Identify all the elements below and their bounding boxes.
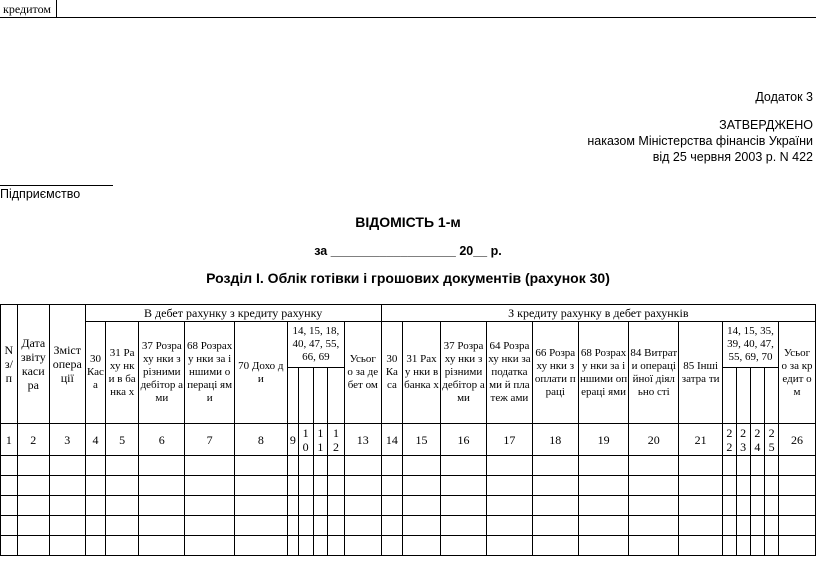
- table-cell[interactable]: [487, 496, 532, 516]
- table-cell[interactable]: [298, 496, 313, 516]
- table-cell[interactable]: [139, 496, 185, 516]
- table-cell[interactable]: [532, 476, 578, 496]
- header-debit-sub-11: [313, 368, 328, 424]
- table-cell[interactable]: [779, 456, 816, 476]
- table-cell[interactable]: [679, 456, 723, 476]
- table-cell[interactable]: [287, 496, 298, 516]
- table-cell[interactable]: [106, 456, 139, 476]
- header-debit-sub-10: [298, 368, 313, 424]
- header-credit-group: З кредиту рахунку в дебет рахунків: [381, 305, 815, 322]
- table-cell[interactable]: [287, 476, 298, 496]
- table-cell[interactable]: [139, 456, 185, 476]
- table-cell[interactable]: [629, 536, 679, 556]
- table-cell[interactable]: [287, 516, 298, 536]
- table-cell[interactable]: [287, 456, 298, 476]
- column-number-cell: 4: [85, 424, 106, 456]
- table-cell[interactable]: [440, 516, 486, 536]
- header-credit-sub-23: [736, 368, 750, 424]
- table-cell[interactable]: [17, 496, 49, 516]
- table-cell[interactable]: [49, 476, 85, 496]
- table-cell[interactable]: [328, 516, 345, 536]
- table-cell[interactable]: [629, 496, 679, 516]
- table-cell[interactable]: [17, 536, 49, 556]
- table-cell[interactable]: [185, 476, 234, 496]
- column-number-cell: 26: [779, 424, 816, 456]
- table-cell[interactable]: [765, 456, 779, 476]
- table-cell[interactable]: [532, 516, 578, 536]
- appendix-label: Додаток 3: [755, 90, 813, 104]
- table-row: [1, 456, 816, 476]
- column-number-row: [1, 424, 816, 456]
- column-number-cell: 16: [440, 424, 486, 456]
- column-number-cell: 8: [234, 424, 287, 456]
- table-cell[interactable]: [49, 456, 85, 476]
- header-date: Дата звіту каси ра: [17, 305, 49, 424]
- header-debit-30: 30 Кас а: [85, 322, 106, 424]
- header-debit-multi: 14, 15, 18, 40, 47, 55, 66, 69: [287, 322, 344, 368]
- header-debit-31: 31 Раху нки в банка х: [106, 322, 139, 424]
- column-number-cell: 7: [185, 424, 234, 456]
- table-cell[interactable]: [85, 496, 106, 516]
- table-cell[interactable]: [287, 536, 298, 556]
- table-cell[interactable]: [679, 536, 723, 556]
- table-cell[interactable]: [344, 496, 381, 516]
- table-cell[interactable]: [679, 516, 723, 536]
- table-cell[interactable]: [298, 536, 313, 556]
- header-no: N з/п: [1, 305, 18, 424]
- table-cell[interactable]: [185, 536, 234, 556]
- table-cell[interactable]: [779, 516, 816, 536]
- column-number-cell: 2 3: [736, 424, 750, 456]
- table-cell[interactable]: [139, 476, 185, 496]
- table-cell[interactable]: [17, 476, 49, 496]
- table-cell[interactable]: [765, 536, 779, 556]
- header-credit-sub-25: [765, 368, 779, 424]
- header-debit-total: Усьог о за дебет ом: [344, 322, 381, 424]
- table-cell[interactable]: [403, 536, 441, 556]
- table-cell[interactable]: [578, 476, 628, 496]
- enterprise-signature-line: [0, 185, 113, 186]
- table-cell[interactable]: [328, 456, 345, 476]
- table-cell[interactable]: [440, 496, 486, 516]
- table-cell[interactable]: [750, 516, 765, 536]
- column-number-cell: 2: [17, 424, 49, 456]
- table-cell[interactable]: [85, 536, 106, 556]
- column-number-cell: 3: [49, 424, 85, 456]
- table-cell[interactable]: [344, 516, 381, 536]
- column-number-cell: 14: [381, 424, 402, 456]
- table-cell[interactable]: [234, 516, 287, 536]
- table-cell[interactable]: [381, 476, 402, 496]
- table-cell[interactable]: [234, 456, 287, 476]
- table-cell[interactable]: [381, 536, 402, 556]
- table-cell[interactable]: [298, 516, 313, 536]
- table-cell[interactable]: [487, 456, 532, 476]
- table-cell[interactable]: [722, 476, 736, 496]
- table-cell[interactable]: [722, 456, 736, 476]
- header-credit-total: Усьог о за кредит ом: [779, 322, 816, 424]
- table-cell[interactable]: [578, 536, 628, 556]
- table-cell[interactable]: [532, 496, 578, 516]
- column-number-cell: 1: [1, 424, 18, 456]
- column-number-cell: 2 4: [750, 424, 765, 456]
- table-cell[interactable]: [779, 496, 816, 516]
- table-cell[interactable]: [298, 456, 313, 476]
- table-cell[interactable]: [1, 456, 18, 476]
- table-cell[interactable]: [298, 476, 313, 496]
- table-cell[interactable]: [185, 456, 234, 476]
- header-credit-30: 30 Ка са: [381, 322, 402, 424]
- column-number-cell: 2 5: [765, 424, 779, 456]
- column-number-cell: 2 2: [722, 424, 736, 456]
- header-debit-68: 68 Розраху нки за іншими операці ями: [185, 322, 234, 424]
- table-cell[interactable]: [722, 516, 736, 536]
- table-cell[interactable]: [381, 456, 402, 476]
- table-cell[interactable]: [679, 476, 723, 496]
- table-cell[interactable]: [49, 536, 85, 556]
- table-cell[interactable]: [344, 456, 381, 476]
- table-cell[interactable]: [313, 496, 328, 516]
- header-credit-84: 84 Витрат и операці йної діяльно сті: [629, 322, 679, 424]
- enterprise-label: Підприємство: [0, 187, 81, 201]
- column-number-cell: 1 2: [328, 424, 345, 456]
- table-cell[interactable]: [106, 496, 139, 516]
- table-cell[interactable]: [750, 496, 765, 516]
- top-strip-label: кредитом: [3, 2, 51, 16]
- header-debit-37: 37 Розраху нки з різними дебітор ами: [139, 322, 185, 424]
- column-number-cell: 1 1: [313, 424, 328, 456]
- column-number-cell: 18: [532, 424, 578, 456]
- column-number-cell: 19: [578, 424, 628, 456]
- table-cell[interactable]: [629, 516, 679, 536]
- table-cell[interactable]: [234, 476, 287, 496]
- table-cell[interactable]: [139, 536, 185, 556]
- table-cell[interactable]: [328, 476, 345, 496]
- column-number-cell: 13: [344, 424, 381, 456]
- table-cell[interactable]: [629, 456, 679, 476]
- table-cell[interactable]: [765, 496, 779, 516]
- table-cell[interactable]: [750, 456, 765, 476]
- table-cell[interactable]: [779, 536, 816, 556]
- table-cell[interactable]: [487, 476, 532, 496]
- table-cell[interactable]: [85, 476, 106, 496]
- column-number-cell: 21: [679, 424, 723, 456]
- table-cell[interactable]: [440, 536, 486, 556]
- table-cell[interactable]: [736, 476, 750, 496]
- table-cell[interactable]: [328, 536, 345, 556]
- table-cell[interactable]: [185, 516, 234, 536]
- table-cell[interactable]: [765, 476, 779, 496]
- table-cell[interactable]: [440, 476, 486, 496]
- table-cell[interactable]: [403, 456, 441, 476]
- column-number-cell: 20: [629, 424, 679, 456]
- table-cell[interactable]: [17, 456, 49, 476]
- table-cell[interactable]: [736, 456, 750, 476]
- table-cell[interactable]: [313, 516, 328, 536]
- table-cell[interactable]: [578, 516, 628, 536]
- table-cell[interactable]: [403, 496, 441, 516]
- table-cell[interactable]: [487, 536, 532, 556]
- table-cell[interactable]: [49, 496, 85, 516]
- table-row: [1, 496, 816, 516]
- header-credit-64: 64 Розраху нки за податка ми й платеж ами: [487, 322, 532, 424]
- table-cell[interactable]: [313, 536, 328, 556]
- table-cell[interactable]: [750, 536, 765, 556]
- table-cell[interactable]: [1, 516, 18, 536]
- top-strip-cell-empty: [56, 0, 816, 18]
- table-cell[interactable]: [381, 496, 402, 516]
- table-cell[interactable]: [344, 536, 381, 556]
- table-cell[interactable]: [736, 496, 750, 516]
- table-cell[interactable]: [403, 516, 441, 536]
- header-credit-sub-22: [722, 368, 736, 424]
- header-credit-31: 31 Раху нки в банка х: [403, 322, 441, 424]
- column-number-cell: 9: [287, 424, 298, 456]
- order-line-1: наказом Міністерства фінансів України: [587, 134, 813, 148]
- table-cell[interactable]: [532, 456, 578, 476]
- header-credit-66: 66 Розраху нки з оплати праці: [532, 322, 578, 424]
- table-cell[interactable]: [49, 516, 85, 536]
- column-number-cell: 1 0: [298, 424, 313, 456]
- top-strip-cell-label: [0, 0, 57, 18]
- table-cell[interactable]: [578, 456, 628, 476]
- section-title: Розділ І. Облік готівки і грошових документів (рахунок 30): [206, 270, 610, 286]
- table-cell[interactable]: [185, 496, 234, 516]
- table-cell[interactable]: [313, 456, 328, 476]
- column-number-cell: 17: [487, 424, 532, 456]
- table-cell[interactable]: [234, 496, 287, 516]
- header-debit-70: 70 Дохо ди: [234, 322, 287, 424]
- top-strip: [0, 0, 816, 19]
- period-line: за __________________ 20__ р.: [314, 244, 502, 258]
- header-credit-37: 37 Розраху нки з різними дебітор ами: [440, 322, 486, 424]
- table-cell[interactable]: [722, 496, 736, 516]
- header-credit-85: 85 Інші затра ти: [679, 322, 723, 424]
- column-number-cell: 15: [403, 424, 441, 456]
- table-cell[interactable]: [313, 476, 328, 496]
- table-cell[interactable]: [344, 476, 381, 496]
- table-cell[interactable]: [736, 536, 750, 556]
- table-cell[interactable]: [106, 516, 139, 536]
- header-credit-multi: 14, 15, 35, 39, 40, 47, 55, 69, 70: [722, 322, 778, 368]
- table-cell[interactable]: [578, 496, 628, 516]
- document-title: ВІДОМІСТЬ 1-м: [355, 214, 461, 230]
- table-cell[interactable]: [85, 456, 106, 476]
- table-cell[interactable]: [85, 516, 106, 536]
- table-cell[interactable]: [381, 516, 402, 536]
- table-cell[interactable]: [17, 516, 49, 536]
- table-cell[interactable]: [328, 496, 345, 516]
- table-cell[interactable]: [440, 456, 486, 476]
- header-credit-sub-24: [750, 368, 765, 424]
- table-cell[interactable]: [765, 516, 779, 536]
- header-credit-68: 68 Розраху нки за іншими операці ями: [578, 322, 628, 424]
- header-debit-group: В дебет рахунку з кредиту рахунку: [85, 305, 381, 322]
- order-line-2: від 25 червня 2003 р. N 422: [652, 150, 813, 164]
- table-cell[interactable]: [234, 536, 287, 556]
- table-cell[interactable]: [736, 516, 750, 536]
- table-cell[interactable]: [629, 476, 679, 496]
- column-number-cell: 6: [139, 424, 185, 456]
- table-cell[interactable]: [487, 516, 532, 536]
- table-cell[interactable]: [1, 496, 18, 516]
- table-cell[interactable]: [722, 536, 736, 556]
- table-cell[interactable]: [1, 476, 18, 496]
- header-debit-sub-9: [287, 368, 298, 424]
- table-cell[interactable]: [106, 476, 139, 496]
- table-row: [1, 536, 816, 556]
- table-cell[interactable]: [106, 536, 139, 556]
- ledger-table: [0, 304, 816, 556]
- table-cell[interactable]: [139, 516, 185, 536]
- column-number-cell: 5: [106, 424, 139, 456]
- table-row: [1, 516, 816, 536]
- table-cell[interactable]: [403, 476, 441, 496]
- approved-label: ЗАТВЕРДЖЕНО: [719, 118, 813, 132]
- table-row: [1, 476, 816, 496]
- table-cell[interactable]: [750, 476, 765, 496]
- table-cell[interactable]: [679, 496, 723, 516]
- table-cell[interactable]: [779, 476, 816, 496]
- table-cell[interactable]: [532, 536, 578, 556]
- header-content: Зміст опера ції: [49, 305, 85, 424]
- table-cell[interactable]: [1, 536, 18, 556]
- header-debit-sub-12: [328, 368, 345, 424]
